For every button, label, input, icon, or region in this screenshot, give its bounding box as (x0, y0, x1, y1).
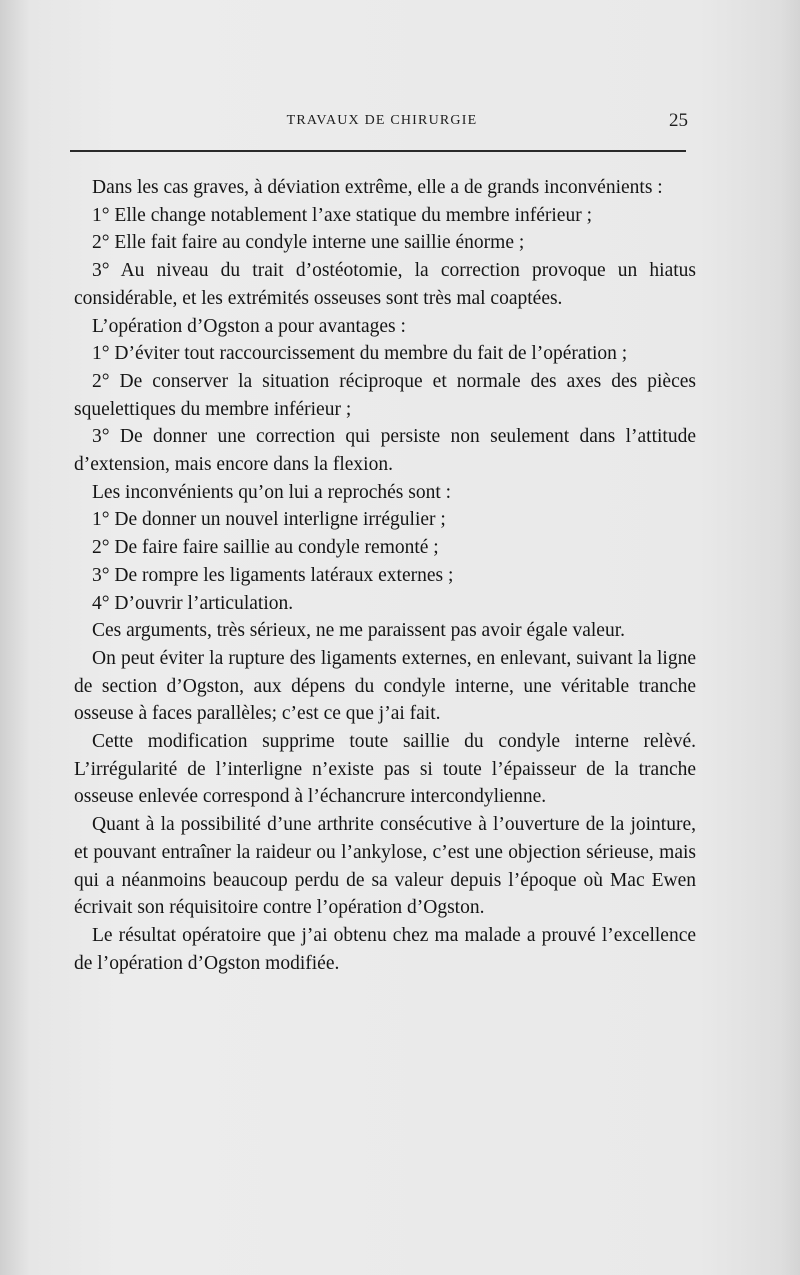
paragraph: Dans les cas graves, à déviation extrême, elle a de grands inconvénients : (92, 177, 663, 198)
paragraph: Le résultat opératoire que j’ai obtenu chez ma malade a prouvé l’excellence de l’opération d’Ogston modifiée. (74, 924, 696, 974)
paragraph: L’opération d’Ogston a pour avantages : (92, 315, 406, 337)
paragraph: Ces arguments, très sérieux, ne me paraissent pas avoir égale valeur. (92, 620, 626, 642)
paragraph: 3° De donner une correction qui persiste non seulement dans l’attitude d’extension, mais encore dans la flexion. (74, 426, 696, 476)
paragraph: Les inconvénients qu’on lui a reprochés sont : (92, 481, 452, 503)
paragraph: 1° Elle change notablement l’axe statique du membre inférieur ; (92, 204, 592, 226)
paragraph: 4° D’ouvrir l’articulation. (92, 592, 294, 614)
paragraph: 2° De conserver la situation réciproque et normale des axes des pièces squelettiques du membre inférieur ; (74, 370, 696, 420)
body-text (74, 174, 696, 977)
paragraph: 3° De rompre les ligaments latéraux externes ; (92, 564, 454, 586)
page-header (72, 111, 692, 135)
paragraph: On peut éviter la rupture des ligaments externes, en enlevant, suivant la ligne de section d’Ogston, aux dépens du condyle interne, une véritable tranche osseuse à faces parallèles; c’est ce que j’ai fait. (74, 647, 696, 725)
paragraph: 1° D’éviter tout raccourcissement du membre du fait de l’opération ; (92, 343, 628, 365)
paragraph: 1° De donner un nouvel interligne irrégulier ; (92, 509, 446, 531)
paragraph: 2° De faire faire saillie au condyle remonté ; (92, 537, 439, 559)
header-rule (70, 150, 686, 152)
paragraph: Cette modification supprime toute saillie du condyle interne relèvé. L’irrégularité de l’interligne n’existe pas si toute l’épaisseur de la tranche osseuse enlevée correspond à l’échancrure intercondylienne. (74, 731, 696, 808)
running-title: TRAVAUX DE CHIRURGIE (286, 113, 478, 128)
paragraph: 3° Au niveau du trait d’ostéotomie, la correction provoque un hiatus considérable, et les extrémités osseuses sont très mal coaptées. (74, 260, 696, 309)
page-number: 25 (669, 110, 688, 131)
paragraph: Quant à la possibilité d’une arthrite consécutive à l’ouverture de la jointure, et pouvant entraîner la raideur ou l’ankylose, c’est une objection sérieuse, mais qui a néanmoins beaucoup perdu de sa valeur depuis l’époque où Mac Ewen écrivait son réquisitoire contre l’opération d’Ogston. (74, 814, 696, 919)
paragraph: 2° Elle fait faire au condyle interne une saillie énorme ; (92, 232, 525, 254)
